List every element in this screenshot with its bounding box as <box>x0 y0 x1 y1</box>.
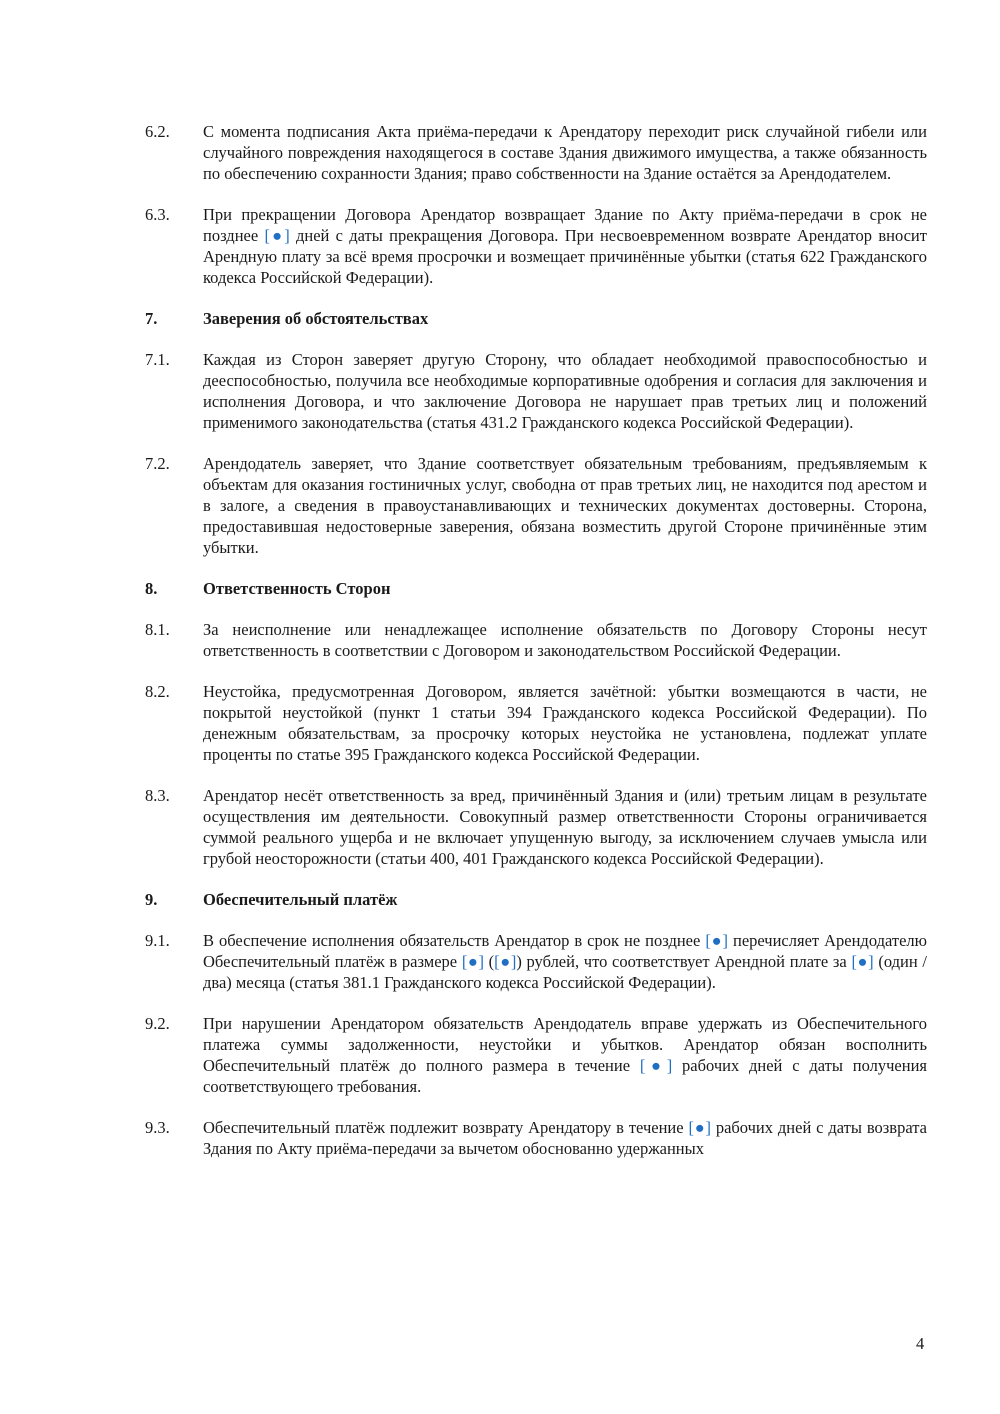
section-title: Обеспечительный платёж <box>203 890 398 909</box>
text-segment: перечисляет Арендодателю Обеспечительный платёж в размере <box>203 931 927 971</box>
clause-8-2 <box>145 681 927 765</box>
page-number: 4 <box>916 1334 925 1353</box>
clause-8-3 <box>145 785 927 869</box>
clause-9-3 <box>145 1117 927 1159</box>
placeholder-marker: [●] <box>461 952 484 971</box>
clause-7-2 <box>145 453 927 558</box>
clause-text: Неустойка, предусмотренная Договором, является зачётной: убытки возмещаются в части, не покрытой неустойкой (пункт 1 статьи 394 Гражданского кодекса Российской Федерации). По денежным обязательствам, за просрочку которых неустойка не установлена, подлежат уплате проценты по статье 395 Гражданского кодекса Российской Федерации. <box>203 682 927 764</box>
text-segment: рабочих дней с даты получения соответствующего требования. <box>203 1056 927 1096</box>
section-number: 9. <box>145 890 158 909</box>
clause-text <box>203 204 927 288</box>
section-heading-9 <box>145 889 927 910</box>
clause-9-2 <box>145 1013 927 1097</box>
clause-text <box>203 1117 927 1159</box>
clause-number: 7.2. <box>145 454 170 473</box>
clause-number: 8.3. <box>145 786 170 805</box>
text-segment: дней с даты прекращения Договора. При несвоевременном возврате Арендатор вносит Арендную плату за всё время просрочки и возмещает причинённые убытки (статья 622 Гражданского кодекса Российской Федерации). <box>203 226 927 287</box>
text-segment: ) рублей, что соответствует Арендной плате за <box>516 952 852 971</box>
clause-9-1 <box>145 930 927 993</box>
text-segment: При нарушении Арендатором обязательств Арендодатель вправе удержать из Обеспечительного платежа суммы задолженности, неустойки и убытков. Арендатор обязан восполнить Обеспечительный платёж до полного размера в течение <box>203 1014 927 1075</box>
clause-number: 6.2. <box>145 122 170 141</box>
text-segment: При прекращении Договора Арендатор возвращает Здание по Акту приёма-передачи в срок не позднее <box>203 205 927 245</box>
text-segment: ( <box>483 952 495 971</box>
clause-text: Каждая из Сторон заверяет другую Сторону, что обладает необходимой правоспособностью и дееспособностью, получила все необходимые корпоративные одобрения и согласия для заключения и исполнения Договора, и что заключение Договора не нарушает прав третьих лиц и положений применимого законодательства (статья 431.2 Гражданского кодекса Российской Федерации). <box>203 350 927 432</box>
clause-number: 8.1. <box>145 620 170 639</box>
clause-number: 9.3. <box>145 1118 170 1137</box>
clause-6-3 <box>145 204 927 288</box>
placeholder-marker: [●] <box>851 952 874 971</box>
placeholder-marker: [●] <box>688 1118 711 1137</box>
section-number: 8. <box>145 579 158 598</box>
placeholder-marker: [●] <box>494 952 517 971</box>
section-heading-7 <box>145 308 927 329</box>
section-title: Ответственность Сторон <box>203 579 391 598</box>
clause-number: 9.1. <box>145 931 170 950</box>
section-number: 7. <box>145 309 158 328</box>
clause-number: 8.2. <box>145 682 170 701</box>
clause-number: 7.1. <box>145 350 170 369</box>
clause-7-1 <box>145 349 927 433</box>
clause-8-1 <box>145 619 927 661</box>
clause-text <box>203 1013 927 1097</box>
section-heading-8 <box>145 578 927 599</box>
clause-text: Арендатор несёт ответственность за вред, причинённый Здания и (или) третьим лицам в результате осуществления им деятельности. Совокупный размер ответственности Стороны ограничивается суммой реального ущерба и не включает упущенную выгоду, за исключением случаев умысла или грубой неосторожности (статьи 400, 401 Гражданского кодекса Российской Федерации). <box>203 786 927 868</box>
placeholder-marker: [●] <box>705 931 728 950</box>
clause-number: 6.3. <box>145 205 170 224</box>
clause-text: С момента подписания Акта приёма-передачи к Арендатору переходит риск случайной гибели или случайного повреждения находящегося в составе Здания движимого имущества, а также обязанность по обеспечению сохранности Здания; право собственности на Здание остаётся за Арендодателем. <box>203 122 927 183</box>
clause-number: 9.2. <box>145 1014 170 1033</box>
placeholder-marker: [●] <box>639 1056 673 1075</box>
text-segment: (один / два) месяца (статья 381.1 Гражданского кодекса Российской Федерации). <box>203 952 927 992</box>
clause-text: За неисполнение или ненадлежащее исполнение обязательств по Договору Стороны несут ответственность в соответствии с Договором и законодательством Российской Федерации. <box>203 620 927 660</box>
page-content <box>145 121 927 1179</box>
placeholder-marker: [●] <box>264 226 290 245</box>
text-segment: Обеспечительный платёж подлежит возврату Арендатору в течение <box>203 1118 689 1137</box>
clause-text: Арендодатель заверяет, что Здание соответствует обязательным требованиям, предъявляемым к объектам для оказания гостиничных услуг, свободна от прав третьих лиц, не находится под арестом и в залоге, а сведения в правоустанавливающих и технических документах достоверны. Сторона, предоставившая недостоверные заверения, обязана возместить другой Стороне причинённые этим убытки. <box>203 454 927 557</box>
text-segment: В обеспечение исполнения обязательств Арендатор в срок не позднее <box>203 931 706 950</box>
clause-text <box>203 930 927 993</box>
section-title: Заверения об обстоятельствах <box>203 309 429 328</box>
text-segment: рабочих дней с даты возврата Здания по Акту приёма-передачи за вычетом обоснованно удержанных <box>203 1118 927 1158</box>
clause-6-2 <box>145 121 927 184</box>
